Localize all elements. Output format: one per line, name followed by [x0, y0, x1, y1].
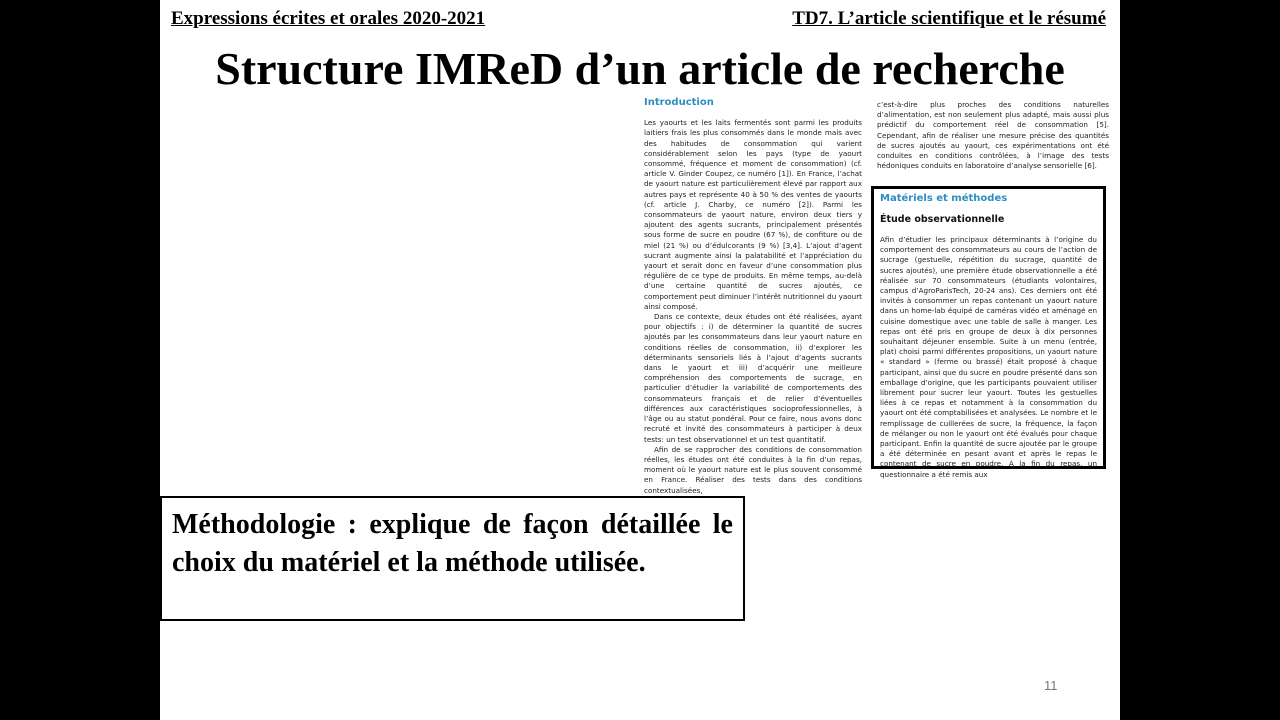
callout-text: Méthodologie : explique de façon détaillée le choix du matériel et la méthode utilisée.: [172, 509, 733, 578]
methods-highlight-box: [871, 186, 1106, 479]
intro-paragraph: Dans ce contexte, deux études ont été réalisées, ayant pour objectifs : i) de déterminer la quantité de sucres ajoutés par les consommateurs dans leur yaourt nature en conditions réelles de consommation, ii) d’explorer les déterminants sensoriels liés à l’ajout d’agents sucrants dans le yaourt et iii) d’acquérir une meilleure compréhension des comportements de sucrage, en particulier d’étudier la variabilité de comportements des consommateurs français et de relier d’éventuelles différences aux caractéristiques socioprofessionnelles, à l’âge ou au statut pondéral. Pour ce faire, nous avons donc recruté et invité des consommateurs à participer à deux tests: un test observationnel et un test quantitatif.: [644, 312, 862, 444]
right-paragraph: c’est-à-dire plus proches des conditions naturelles d’alimentation, est non seulement plus adapté, mais aussi plus prédictif du comportement réel de consommation [5]. Cependant, afin de réaliser une mesure précise des quantités de sucres ajoutés au yaourt, ces expérimentations ont été conduites en conditions contrôlées, à l’image des tests hédoniques conduits en laboratoire d’analyse sensorielle [6].: [877, 100, 1109, 171]
methodology-callout: [160, 496, 745, 621]
slide: [160, 0, 1120, 720]
methods-subheading: Étude observationnelle: [880, 214, 1005, 225]
article-right-column: [877, 100, 1109, 171]
intro-paragraph: Afin de se rapprocher des conditions de consommation réelles, les études ont été conduites à la fin d’un repas, moment où le yaourt nature est le plus souvent consommé en France. Réaliser des tests dans des conditions contextualisées,: [644, 444, 862, 495]
header-td: TD7. L’article scientifique et le résumé: [792, 8, 1106, 29]
slide-title: Structure IMReD d’un article de recherche: [215, 43, 1065, 94]
page-number: 11: [1044, 678, 1058, 693]
methods-column: [880, 235, 1097, 480]
methods-paragraph: Afin d’étudier les principaux déterminants à l’origine du comportement des consommateurs au cours de l’action de sucrage (gestuelle, répétition du sucrage, quantité de sucres ajoutés), une première étude observationnelle a été réalisée sur 70 consommateurs (étudiants volontaires, campus d’AgroParisTech, 20-24 ans). Ces derniers ont été invités à consommer un repas contenant un yaourt nature dans un home-lab équipé de caméras vidéo et aménagé en cuisine domestique avec une table de salle à manger. Les repas ont été pris en groupe de deux à dix personnes souhaitant déjeuner ensemble. Suite à un menu (entrée, plat) choisi parmi différentes propositions, un yaourt nature « standard » (ferme ou brassé) était proposé à chaque participant, ainsi que du sucre en poudre présenté dans son emballage d’origine, que les participants pouvaient utiliser librement pour sucrer leur yaourt. Toutes les gestuelles liées à ce repas et notamment à la consommation du yaourt ont été comptabilisées et analysées. Le nombre et le remplissage de cuillerées de sucre, la fréquence, la façon de mélanger ou non le yaourt ont été évalués pour chaque participant. Enfin la quantité de sucre ajoutée par le groupe a été déterminée en pesant avant et après le repas le contenant de sucre en poudre. À la fin du repas, un questionnaire a été remis aux: [880, 235, 1097, 479]
methods-heading: Matériels et méthodes: [880, 193, 1008, 204]
header-course: Expressions écrites et orales 2020-2021: [171, 8, 486, 29]
intro-paragraph: Les yaourts et les laits fermentés sont parmi les produits laitiers frais les plus consommés dans le monde mais avec des habitudes de consommation qui varient considérablement selon les pays (type de yaourt consommé, fréquence et moment de consommation) (cf. article V. Ginder Coupez, ce numéro [1]). En France, l’achat de yaourt nature est particulièrement élevé par rapport aux autres pays et représente 40 à 50 % des ventes de yaourts (cf. article J. Charby, ce numéro [2]). Parmi les consommateurs de yaourt nature, environ deux tiers y ajoutent des agents sucrants, principalement présentés sous forme de sucre en poudre (67 %), de confiture ou de miel (21 %) ou d’édulcorants (9 %) [3,4]. L’ajout d’agent sucrant augmente ainsi la palatabilité et l’appréciation du yaourt et serait donc en faveur d’une consommation plus régulière de ce type de produits. En même temps, au-delà d’une certaine quantité de sucres ajoutés, ce comportement peut diminuer l’intérêt nutritionnel du yaourt ainsi composé.: [644, 118, 862, 311]
article-left-column: [644, 98, 862, 496]
intro-heading: Introduction: [644, 97, 714, 108]
